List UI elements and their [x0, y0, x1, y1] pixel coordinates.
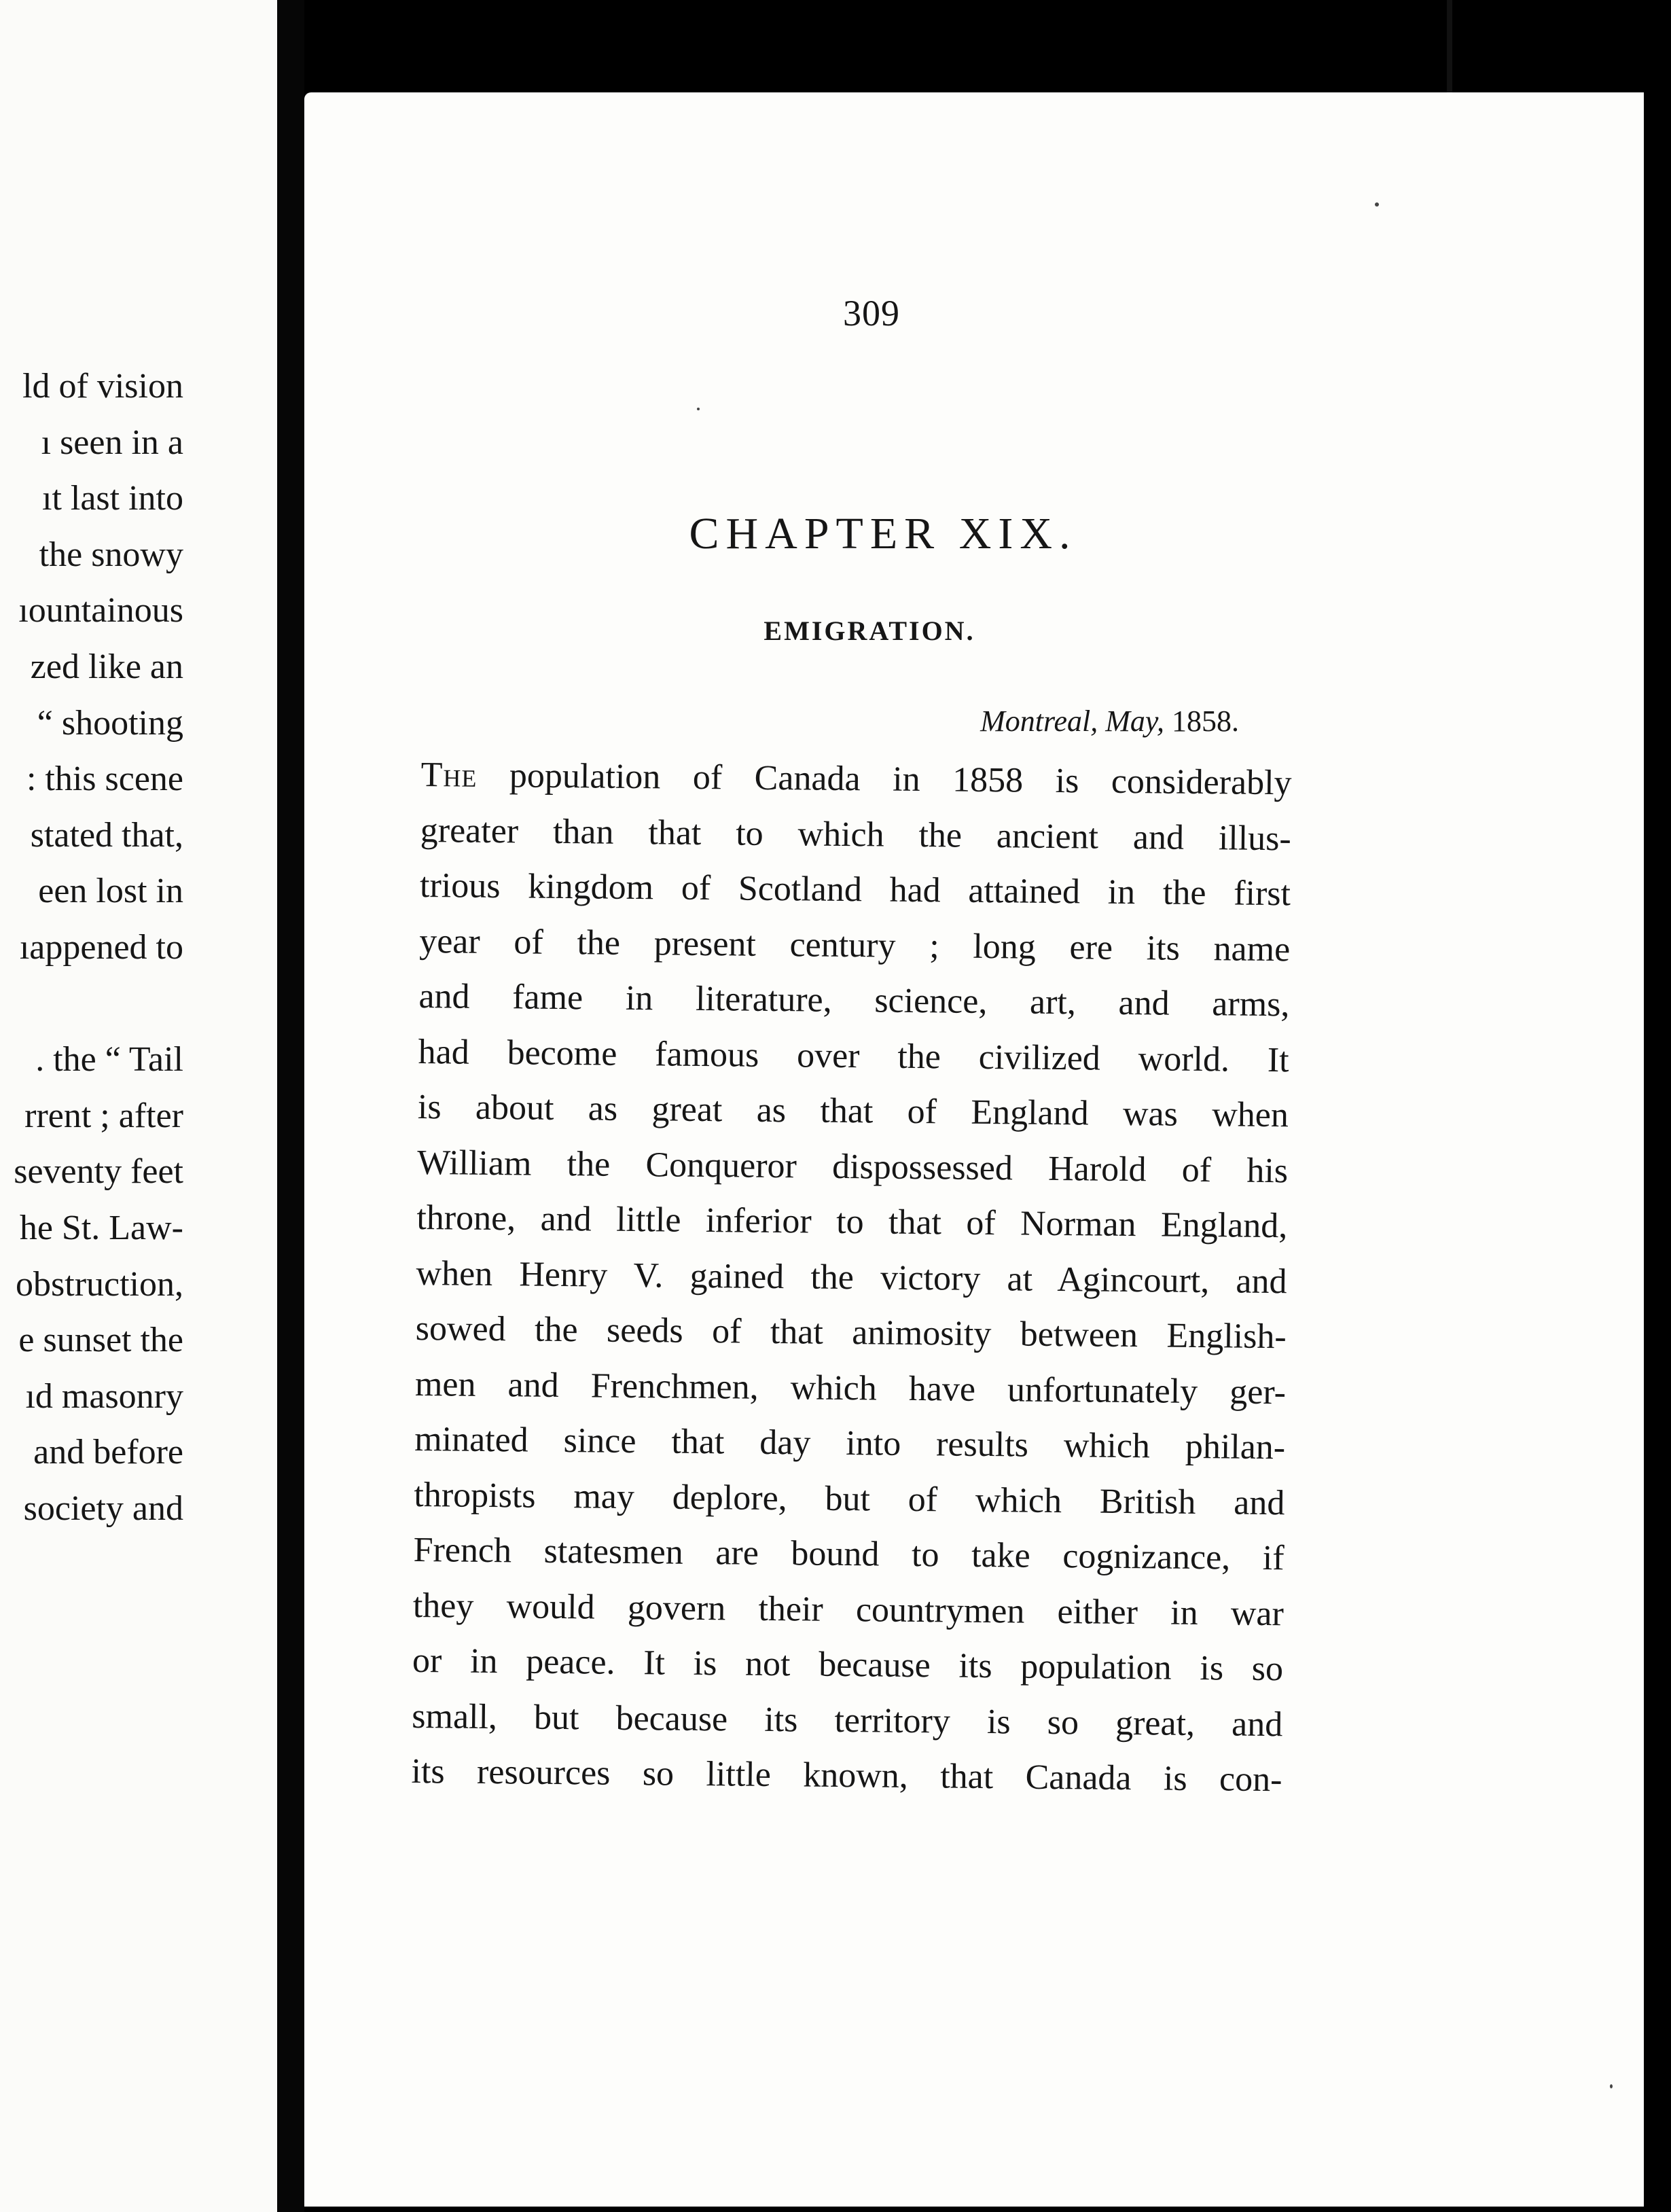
- left-page-line: stated that,: [30, 815, 183, 855]
- scan-border-top: [1454, 0, 1671, 98]
- left-page-line: : this scene: [26, 760, 183, 799]
- left-page-line: society and: [23, 1488, 183, 1528]
- scan-speck: [697, 408, 700, 410]
- left-page-line: obstruction,: [16, 1264, 183, 1304]
- left-page-line: the snowy: [39, 535, 183, 574]
- body-line: and fame in literature, science, art, and arms,: [418, 976, 1290, 1024]
- left-page-line: “ shooting: [37, 703, 183, 743]
- left-page-line: e sunset the: [18, 1321, 183, 1360]
- dateline-year: 1858.: [1172, 704, 1239, 738]
- left-page-line: and before: [33, 1433, 183, 1472]
- left-page-line: ıt last into: [42, 479, 183, 518]
- body-line: greater than that to which the ancient and illus-: [420, 810, 1292, 858]
- left-page-line: een lost in: [38, 872, 183, 911]
- body-line: small, but because its territory is so great, and: [412, 1696, 1283, 1744]
- left-facing-page: [0, 0, 277, 2212]
- opening-word: The: [420, 755, 478, 795]
- body-line: when Henry V. gained the victory at Agincourt, and: [416, 1253, 1287, 1301]
- body-line: French statesmen are bound to take cognizance, if: [413, 1530, 1284, 1578]
- left-page-line: ld of vision: [22, 367, 183, 406]
- body-line: sowed the seeds of that animosity between English-: [415, 1308, 1287, 1357]
- body-line: thropists may deplore, but of which British and: [414, 1475, 1285, 1522]
- body-line: year of the present century ; long ere its name: [418, 921, 1291, 969]
- scan-speck: [1610, 2084, 1613, 2088]
- body-line: or in peace. It is not because its population is so: [412, 1641, 1284, 1689]
- left-page-line: zed like an: [30, 647, 183, 686]
- page-edge-line: [1447, 0, 1452, 102]
- body-line: throne, and little inferior to that of Norman England,: [416, 1198, 1288, 1246]
- left-page-line: . the “ Tail: [35, 1040, 183, 1080]
- binding-gutter: [277, 0, 304, 2212]
- scan-speck: [1375, 202, 1379, 207]
- left-page-text: [14, 359, 183, 1537]
- left-page-gap: [14, 976, 183, 1033]
- body-line: had become famous over the civilized world. It: [418, 1032, 1289, 1080]
- body-line: minated since that day into results which philan-: [414, 1419, 1286, 1467]
- body-line: they would govern their countrymen either in war: [412, 1586, 1284, 1633]
- body-line: its resources so little known, that Canada is con-: [411, 1751, 1282, 1800]
- dateline: [980, 704, 1239, 738]
- body-lines: [411, 802, 1291, 1807]
- left-page-line: ıd masonry: [25, 1376, 183, 1416]
- chapter-subtitle: EMIGRATION.: [763, 616, 975, 646]
- body-line: trious kingdom of Scotland had attained in the first: [419, 866, 1291, 914]
- left-page-line: ıappened to: [19, 927, 183, 967]
- page-number: 309: [843, 293, 900, 334]
- body-line: [420, 747, 1292, 811]
- body-line: men and Frenchmen, which have unfortunately ger-: [414, 1364, 1287, 1412]
- left-page-line: seventy feet: [14, 1152, 183, 1192]
- left-page-line: ıountainous: [18, 591, 183, 630]
- left-page-line: ı seen in a: [41, 423, 183, 462]
- left-page-line: he St. Law-: [19, 1208, 183, 1247]
- body-text: [411, 747, 1292, 1808]
- first-line-text: population of Canada in 1858 is considerably: [509, 756, 1292, 803]
- body-line: William the Conqueror dispossessed Harold of his: [416, 1143, 1289, 1190]
- chapter-title: CHAPTER XIX.: [689, 509, 1077, 558]
- left-page-line: rrent ; after: [24, 1096, 183, 1135]
- dateline-place: Montreal, May,: [980, 704, 1164, 738]
- body-line: is about as great as that of England was when: [417, 1087, 1289, 1135]
